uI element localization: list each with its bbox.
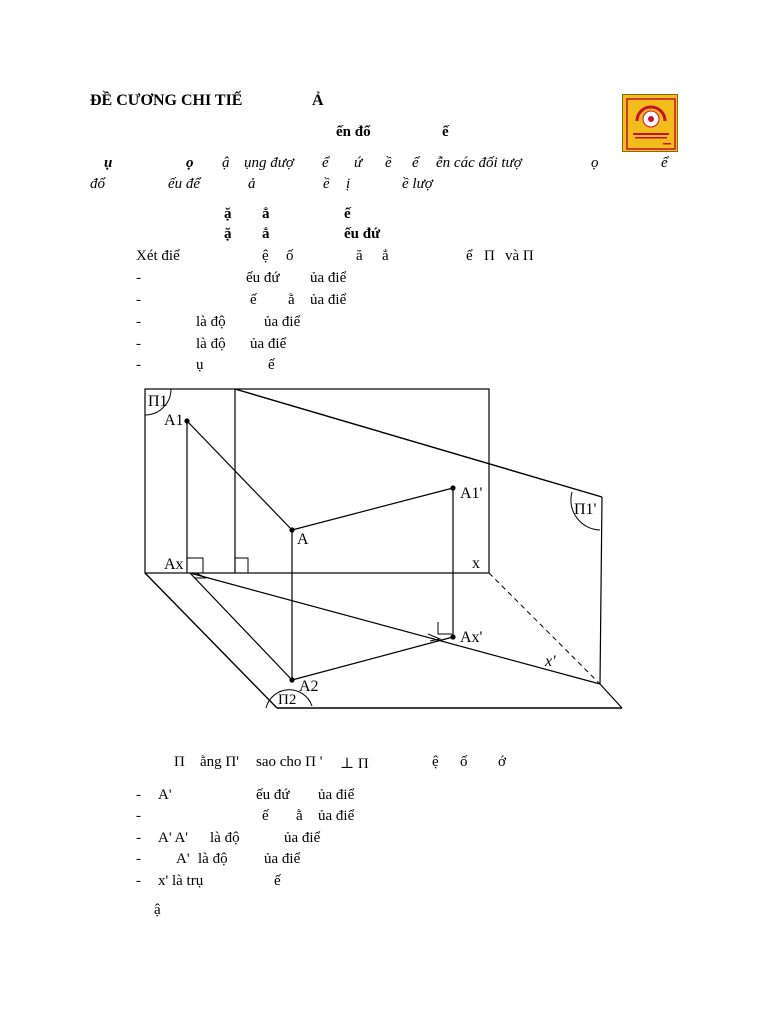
pi2-left-edge xyxy=(145,573,277,708)
intro-fragment: ụ xyxy=(104,155,113,171)
list-item: ế xyxy=(274,873,281,889)
right-angle-marker xyxy=(235,558,248,573)
label-ax-prime: Ax' xyxy=(460,629,483,646)
list-item: ế xyxy=(250,292,257,308)
list-dash: - xyxy=(136,314,141,330)
list-dash: - xyxy=(136,357,141,373)
replace-fragment: sao cho Π ' xyxy=(256,754,323,770)
subsection-fragment: ếu đứ xyxy=(344,226,381,242)
intro-fragment: ề xyxy=(385,155,392,171)
intro-fragment: ọ xyxy=(591,155,599,171)
label-ax: Ax xyxy=(164,556,184,573)
intro-fragment: ả xyxy=(248,176,256,192)
list-item: ế xyxy=(262,808,269,824)
list-dash: - xyxy=(136,270,141,286)
label-pi1-prime: Π1' xyxy=(574,501,597,518)
point-a1 xyxy=(184,418,189,423)
a1-a-line xyxy=(187,421,292,530)
section-heading-end: ế xyxy=(442,124,449,140)
replace-fragment: Π xyxy=(174,754,185,770)
replace-fragment: ố xyxy=(460,754,468,770)
replace-fragment: ớ xyxy=(498,754,506,770)
list-dash: - xyxy=(136,830,141,846)
intro-fragment: ề xyxy=(323,176,330,192)
consider-fragment: ể xyxy=(466,248,473,264)
list-item: là độ xyxy=(196,336,226,352)
document-title: ĐỀ CƯƠNG CHI TIẾ xyxy=(90,92,243,109)
list-item: ủa điể xyxy=(310,292,347,308)
list-dash: - xyxy=(136,873,141,889)
list-item: ếu đứ xyxy=(246,270,280,286)
pi1-prime-top-edge xyxy=(235,389,602,497)
list-item: A' xyxy=(158,787,172,803)
intro-fragment: ể xyxy=(412,155,419,171)
point-ax-prime xyxy=(450,634,455,639)
replace-fragment: ệ xyxy=(432,754,439,770)
ax-a2-line xyxy=(190,573,292,680)
plane-pi1-frame xyxy=(145,389,489,573)
intro-fragment: ếu để xyxy=(168,176,201,192)
pi2-right-edge xyxy=(600,684,622,708)
list-item: ụ xyxy=(196,357,204,373)
consider-lead: Xét điể xyxy=(136,248,180,264)
list-item: A' xyxy=(176,851,190,867)
intro-fragment: ậ xyxy=(222,155,230,171)
point-a1-prime xyxy=(450,485,455,490)
intro-fragment: ị xyxy=(346,176,351,192)
list-item: ằ xyxy=(288,292,295,308)
list-item: là độ xyxy=(196,314,226,330)
label-pi2: Π2 xyxy=(278,692,297,708)
subsection-fragment: ẳ xyxy=(262,206,270,222)
intro-fragment: ụng đượ xyxy=(244,155,294,171)
list-dash: - xyxy=(136,292,141,308)
list-item: ằ xyxy=(296,808,303,824)
label-x: x xyxy=(472,555,480,572)
consider-fragment: Π xyxy=(484,248,495,264)
intro-fragment: ể xyxy=(322,155,329,171)
list-item: ủa điể xyxy=(318,787,355,803)
list-item: ếu đứ xyxy=(256,787,290,803)
section-heading: ến đổ xyxy=(336,124,371,140)
replace-fragment: ⊥ Π xyxy=(340,756,369,772)
list-item: là độ xyxy=(210,830,240,846)
spacer xyxy=(235,573,277,708)
list-item: ủa điể xyxy=(264,851,301,867)
right-angle-marker xyxy=(438,622,452,634)
label-pi1: Π1 xyxy=(148,393,168,410)
intro-fragment: ứ xyxy=(354,155,363,171)
list-item: là độ xyxy=(198,851,228,867)
replace-fragment: ằng Π' xyxy=(200,754,239,770)
subsection-fragment: ẳ xyxy=(262,226,270,242)
intro-fragment: ễn các đối tượ xyxy=(436,155,522,171)
list-item: ủa điể xyxy=(310,270,347,286)
list-item: ủa điể xyxy=(250,336,287,352)
intro-fragment: ọ xyxy=(186,155,194,171)
intro-fragment: ề lượ xyxy=(402,176,433,192)
consider-fragment: ă xyxy=(356,248,363,264)
consider-fragment: ẳ xyxy=(382,248,389,264)
list-item: ủa điể xyxy=(264,314,301,330)
right-angle-marker xyxy=(187,558,203,573)
list-item: ủa điể xyxy=(284,830,321,846)
label-a1: A1 xyxy=(164,412,184,429)
a-a1prime-line xyxy=(292,488,453,530)
point-a2 xyxy=(289,677,294,682)
pi1-prime-right-edge xyxy=(600,497,602,684)
consider-fragment: ố xyxy=(286,248,294,264)
list-item: ủa điể xyxy=(318,808,355,824)
list-dash: - xyxy=(136,808,141,824)
axis-x-prime xyxy=(190,573,600,684)
list-item: ế xyxy=(268,357,275,373)
document-title-end: Ả xyxy=(312,92,324,109)
list-item: x' là trụ xyxy=(158,873,204,889)
subsection-fragment: ặ xyxy=(224,206,232,222)
point-a xyxy=(289,527,294,532)
a2-axprime-line xyxy=(292,637,453,680)
label-a: A xyxy=(297,531,309,548)
intro-fragment: đổ xyxy=(90,176,105,192)
intro-fragment: ể xyxy=(661,155,668,171)
label-a2: A2 xyxy=(299,678,319,695)
subsection-fragment: ế xyxy=(344,206,351,222)
list-dash: - xyxy=(136,787,141,803)
label-a1-prime: A1' xyxy=(460,485,483,502)
footer-fragment: ậ xyxy=(154,902,161,918)
consider-fragment: ệ xyxy=(262,248,269,264)
list-item: A' A' xyxy=(158,830,188,846)
label-x-prime: x' xyxy=(545,653,556,670)
list-dash: - xyxy=(136,851,141,867)
consider-fragment: và Π xyxy=(505,248,534,264)
right-angle-marker xyxy=(194,573,206,578)
subsection-fragment: ặ xyxy=(224,226,232,242)
list-dash: - xyxy=(136,336,141,352)
